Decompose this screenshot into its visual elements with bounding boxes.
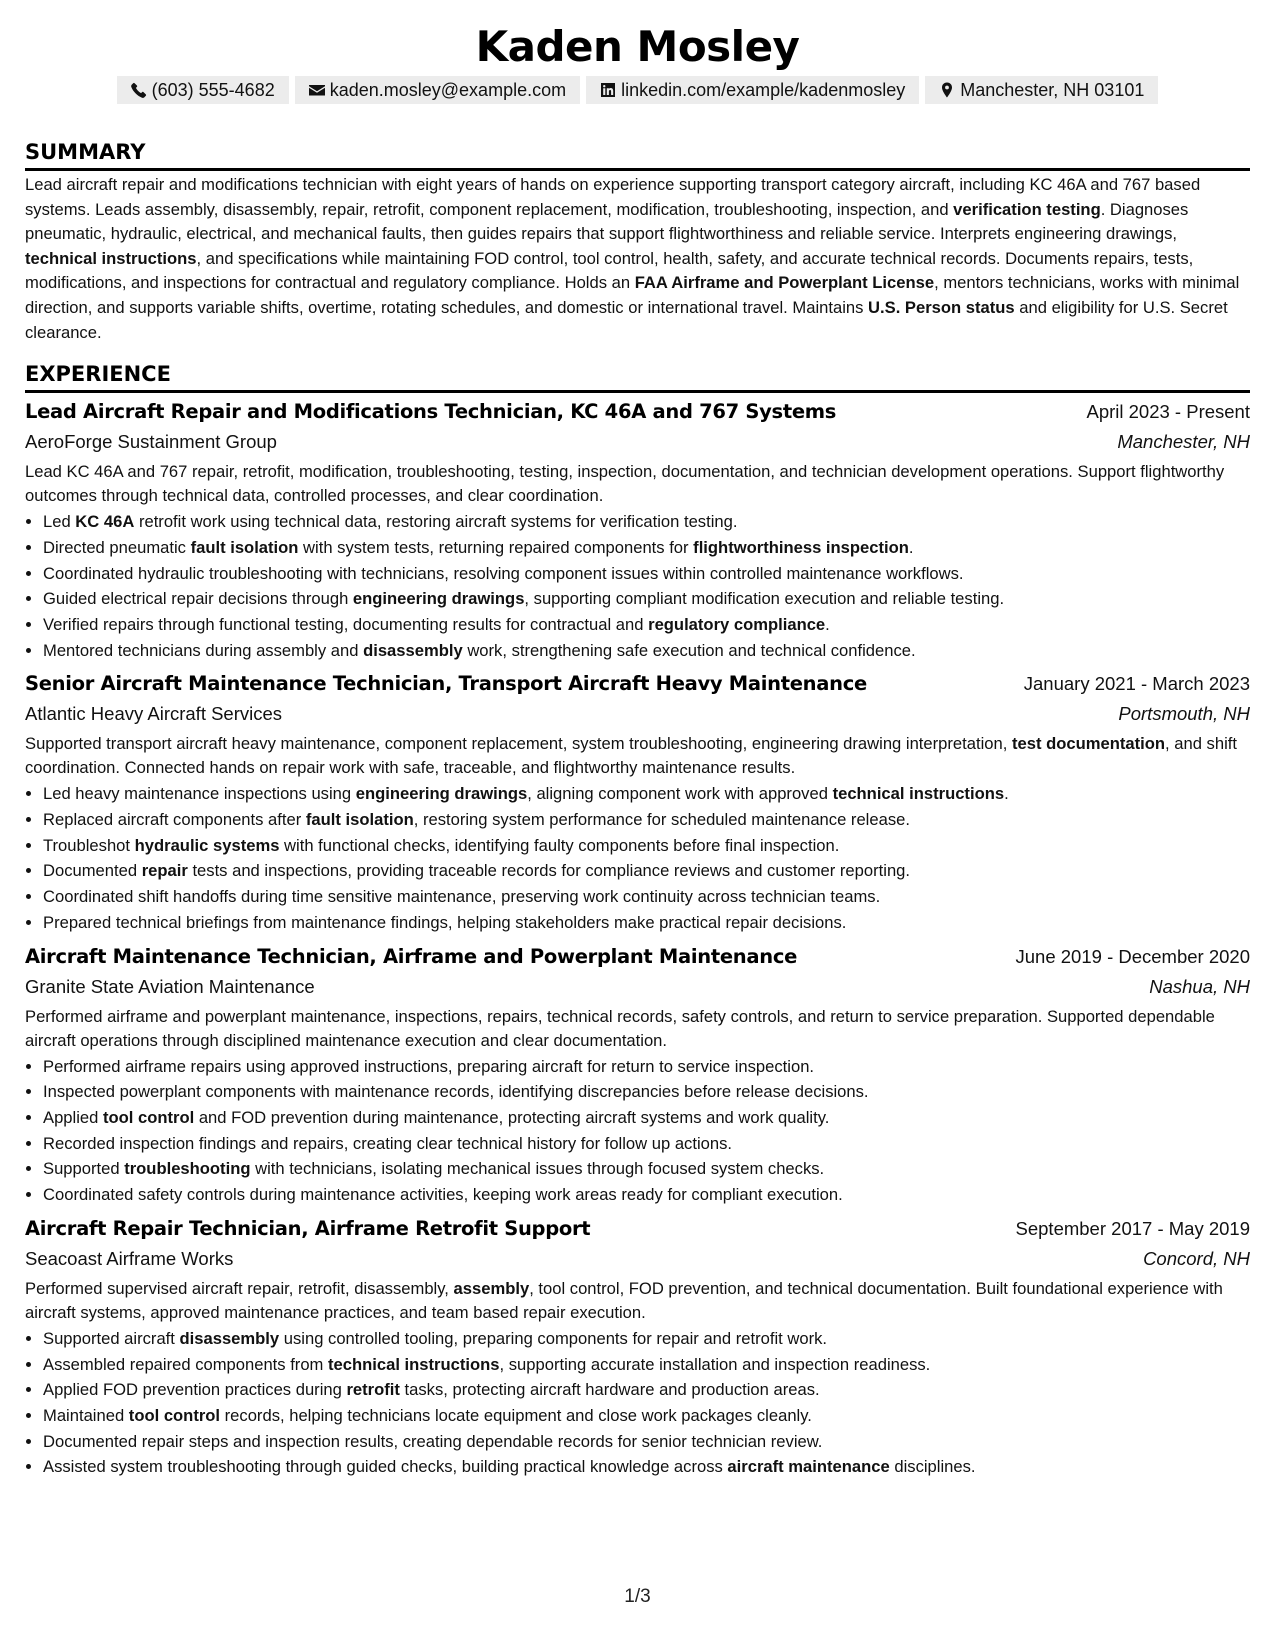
job-title: Aircraft Repair Technician, Airframe Retrofit Support [25, 1216, 591, 1240]
job-entry [25, 397, 1250, 663]
job-bullet: • Coordinated safety controls during maintenance activities, keeping work areas ready for compliant execution. [43, 1182, 1250, 1208]
job-location: Manchester, NH [1117, 431, 1250, 453]
job-location: Concord, NH [1143, 1247, 1250, 1269]
job-bullet: • Supported aircraft disassembly using controlled tooling, preparing components for repair and retrofit work. [43, 1326, 1250, 1352]
job-bullet: • Applied FOD prevention practices during retrofit tasks, protecting aircraft hardware and production areas. [43, 1377, 1250, 1403]
contact-bar [25, 76, 1250, 104]
contact-email[interactable] [295, 76, 580, 104]
job-bullet: • Performed airframe repairs using approved instructions, preparing aircraft for return to service inspection. [43, 1054, 1250, 1080]
job-bullet: • Assisted system troubleshooting through guided checks, building practical knowledge across aircraft maintenance disciplines. [43, 1454, 1250, 1480]
job-bullet: • Maintained tool control records, helping technicians locate equipment and close work packages cleanly. [43, 1403, 1250, 1429]
job-company: Seacoast Airframe Works [25, 1247, 234, 1269]
job-bullet: • Applied tool control and FOD prevention during maintenance, protecting aircraft systems and work quality. [43, 1105, 1250, 1131]
job-title: Senior Aircraft Maintenance Technician, Transport Aircraft Heavy Maintenance [25, 672, 867, 696]
job-bullet: • Mentored technicians during assembly and disassembly work, strengthening safe execution and technical confidence. [43, 638, 1250, 664]
job-bullet: • Guided electrical repair decisions through engineering drawings, supporting compliant modification execution and reliable testing. [43, 586, 1250, 612]
page-number: 1/3 [624, 1586, 651, 1607]
job-bullets [25, 781, 1250, 935]
job-dates: January 2021 - March 2023 [1023, 673, 1250, 695]
job-title: Lead Aircraft Repair and Modifications Technician, KC 46A and 767 Systems [25, 400, 837, 424]
job-description: Performed airframe and powerplant maintenance, inspections, repairs, technical records, safety controls, and return to service preparation. Supported dependable aircraft operations through disciplined maintenance execution and clear documentation. [25, 1006, 1215, 1050]
job-description: Lead KC 46A and 767 repair, retrofit, modification, troubleshooting, testing, inspection, documentation, and technician development operations. Support flightworthy outcomes through technical data, controlled processes, and clear coordination. [25, 462, 1225, 506]
job-bullet: • Coordinated shift handoffs during time sensitive maintenance, preserving work continuity across technician teams. [43, 884, 1250, 910]
job-bullet: • Led KC 46A retrofit work using technical data, restoring aircraft systems for verification testing. [43, 509, 1250, 535]
job-description: Supported transport aircraft heavy maintenance, component replacement, system troubleshooting, engineering drawing interpretation, test documentation, and shift coordination. Connected hands on repair work with safe, traceable, and flightworthy maintenance results. [25, 734, 1237, 778]
job-subheader [25, 1244, 1250, 1274]
phone-text: (603) 555-4682 [151, 80, 275, 100]
summary-section [25, 138, 1250, 345]
job-header [25, 1214, 1250, 1244]
job-list [25, 397, 1250, 1480]
envelope-icon [309, 82, 325, 98]
job-location: Portsmouth, NH [1118, 703, 1250, 725]
linkedin-text: linkedin.com/example/kadenmosley [621, 80, 906, 100]
experience-section [25, 360, 1250, 1480]
job-bullet: • Replaced aircraft components after fault isolation, restoring system performance for scheduled maintenance release. [43, 807, 1250, 833]
job-dates: June 2019 - December 2020 [1015, 945, 1250, 967]
job-bullet: • Verified repairs through functional testing, documenting results for contractual and regulatory compliance. [43, 612, 1250, 638]
job-title: Aircraft Maintenance Technician, Airframe and Powerplant Maintenance [25, 944, 798, 968]
job-bullets [25, 1326, 1250, 1480]
location-text: Manchester, NH 03101 [960, 80, 1145, 100]
job-bullet: • Documented repair tests and inspections, providing traceable records for compliance reviews and customer reporting. [43, 858, 1250, 884]
job-bullets [25, 1054, 1250, 1208]
job-header [25, 669, 1250, 699]
summary-heading: SUMMARY [25, 138, 1250, 171]
resume-page [25, 22, 1250, 1480]
job-bullets [25, 509, 1250, 663]
job-bullet: • Recorded inspection findings and repairs, creating clear technical history for follow up actions. [43, 1131, 1250, 1157]
job-dates: September 2017 - May 2019 [1015, 1217, 1250, 1239]
job-bullet: • Coordinated hydraulic troubleshooting with technicians, resolving component issues within controlled maintenance workflows. [43, 561, 1250, 587]
job-company: Atlantic Heavy Aircraft Services [25, 703, 283, 725]
summary-text: Lead aircraft repair and modifications technician with eight years of hands on experience supporting transport category aircraft, including KC 46A and 767 based systems. Leads assembly, disassembly, repair, retrofit, component replacement, modification, troubleshooting, inspection, and verification testing. Diagnoses pneumatic, hydraulic, electrical, and mechanical faults, then guides repairs that support flightworthiness and reliable service. Interprets engineering drawings, technical instructions, and specifications while maintaining FOD control, tool control, health, safety, and accurate technical records. Documents repairs, tests, modifications, and inspections for contractual and regulatory compliance. Holds an FAA Airframe and Powerplant License, mentors technicians, works with minimal direction, and supports variable shifts, overtime, rotating schedules, and domestic or international travel. Maintains U.S. Person status and eligibility for U.S. Secret clearance. [25, 175, 1240, 342]
job-subheader [25, 699, 1250, 729]
job-bullet: • Inspected powerplant components with maintenance records, identifying discrepancies before release decisions. [43, 1079, 1250, 1105]
job-subheader [25, 427, 1250, 457]
job-entry [25, 669, 1250, 935]
job-bullet: • Troubleshot hydraulic systems with functional checks, identifying faulty components before final inspection. [43, 833, 1250, 859]
job-header [25, 942, 1250, 972]
email-text: kaden.mosley@example.com [329, 80, 567, 100]
job-bullet: • Documented repair steps and inspection results, creating dependable records for senior technician review. [43, 1429, 1250, 1455]
experience-heading: EXPERIENCE [25, 360, 1250, 393]
job-company: AeroForge Sustainment Group [25, 431, 277, 453]
map-pin-icon [939, 82, 955, 98]
job-company: Granite State Aviation Maintenance [25, 975, 315, 997]
phone-icon [131, 82, 147, 98]
job-header [25, 397, 1250, 427]
contact-location [925, 76, 1158, 104]
job-description: Performed supervised aircraft repair, retrofit, disassembly, assembly, tool control, FOD prevention, and technical documentation. Built foundational experience with aircraft systems, approved maintenance practices, and team based repair execution. [25, 1278, 1223, 1322]
contact-phone[interactable] [117, 76, 289, 104]
job-dates: April 2023 - Present [1086, 401, 1250, 423]
job-entry [25, 942, 1250, 1208]
job-bullet: • Supported troubleshooting with technicians, isolating mechanical issues through focused system checks. [43, 1156, 1250, 1182]
job-bullet: • Led heavy maintenance inspections using engineering drawings, aligning component work with approved technical instructions. [43, 781, 1250, 807]
linkedin-icon [600, 82, 616, 98]
candidate-name: Kaden Mosley [475, 22, 800, 71]
job-bullet: • Assembled repaired components from technical instructions, supporting accurate installation and inspection readiness. [43, 1352, 1250, 1378]
job-subheader [25, 972, 1250, 1002]
job-bullet: • Directed pneumatic fault isolation with system tests, returning repaired components for flightworthiness inspection. [43, 535, 1250, 561]
job-bullet: • Prepared technical briefings from maintenance findings, helping stakeholders make practical repair decisions. [43, 910, 1250, 936]
job-entry [25, 1214, 1250, 1480]
job-location: Nashua, NH [1149, 975, 1250, 997]
contact-linkedin[interactable] [586, 76, 919, 104]
